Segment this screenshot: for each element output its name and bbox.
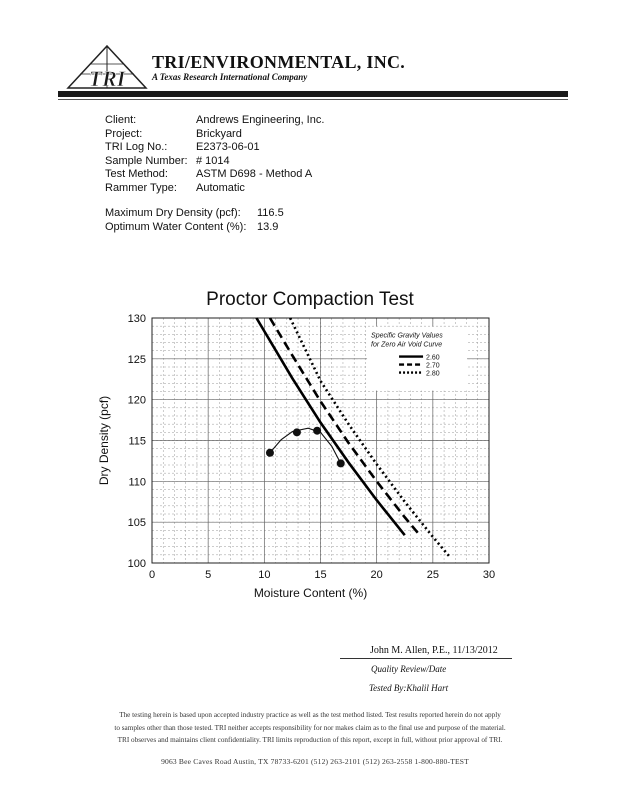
proctor-chart (90, 305, 510, 605)
result-row-mdd (105, 207, 284, 221)
client-value: Andrews Engineering, Inc. (196, 114, 325, 126)
disclaimer-line-1: The testing herein is based upon accepted industry practice as well as the test method listed. Test results reported herein do not apply (119, 711, 501, 719)
project-label: Project: (105, 127, 143, 140)
x-axis-label: Moisture Content (%) (253, 586, 368, 600)
legend-label-2-80: 2.80 (426, 370, 440, 378)
x-tick-label: 20 (370, 569, 383, 581)
legend-title-line-2: for Zero Air Void Curve (371, 341, 443, 349)
company-tagline: A Texas Research International Company (152, 72, 308, 82)
y-tick-label: 120 (127, 394, 146, 407)
header-rule (58, 91, 568, 97)
info-row-method (105, 168, 324, 182)
x-tick-label: 25 (426, 569, 439, 581)
disclaimer-line-3: TRI observes and maintains client confidentiality. TRI limits reproduction of this report, except in full, without prior approval of TRI. (117, 736, 503, 744)
quality-review-label: Quality Review/Date (371, 664, 447, 674)
owc-value: 13.9 (257, 220, 279, 233)
info-row-rammer (105, 182, 324, 196)
x-tick-label: 0 (148, 569, 156, 581)
compaction-point (313, 427, 321, 435)
info-row-log (105, 141, 324, 155)
rammer-label: Rammer Type: (105, 181, 177, 194)
info-row-client (105, 114, 324, 128)
client-label: Client: (105, 114, 137, 126)
compaction-point (293, 428, 301, 436)
x-tick-label: 5 (205, 569, 212, 581)
y-tick-label: 105 (127, 517, 146, 530)
y-tick-label: 100 (127, 558, 146, 570)
signature-name: John M. Allen, P.E., 11/13/2012 (370, 645, 498, 656)
sample-value: # 1014 (196, 154, 230, 167)
result-row-owc (105, 221, 284, 235)
method-label: Test Method: (105, 168, 168, 180)
legend-label-2-70: 2.70 (426, 362, 440, 370)
method-value: ASTM D698 - Method A (196, 168, 313, 180)
compaction-curve-layer (270, 428, 341, 463)
log-value: E2373-06-01 (196, 141, 260, 153)
info-row-project (105, 128, 324, 142)
mdd-label: Maximum Dry Density (pcf): (105, 207, 241, 219)
sample-info (105, 114, 324, 195)
y-tick-label: 110 (128, 476, 146, 489)
disclaimer-line-2: to samples other than those tested. TRI neither accepts responsibility for nor makes claim as to the final use and purpose of the material. (114, 723, 506, 732)
log-label: TRI Log No.: (105, 141, 168, 153)
compaction-curve (270, 428, 341, 463)
compaction-point (266, 449, 274, 457)
footer-address: 9063 Bee Caves Road Austin, TX 78733-6201 (512) 263-2101 (512) 263-2558 1-800-880-TEST (161, 757, 469, 766)
logo-text: TRI (88, 66, 126, 90)
y-tick-label: 130 (127, 313, 146, 325)
disclaimer (100, 709, 520, 747)
project-value: Brickyard (196, 127, 242, 140)
mdd-value: 116.5 (257, 207, 284, 219)
x-tick-label: 10 (258, 569, 271, 581)
info-row-sample (105, 155, 324, 169)
test-results (105, 207, 284, 234)
y-axis-label: Dry Density (pcf) (97, 395, 111, 486)
x-tick-label: 15 (314, 569, 327, 581)
legend-label-2-60: 2.60 (426, 354, 440, 362)
legend (367, 327, 467, 391)
header-rule-thin (58, 99, 568, 100)
compaction-point (337, 459, 345, 467)
chart-title: Proctor Compaction Test (206, 289, 414, 310)
compaction-points (266, 427, 345, 468)
tri-logo (62, 44, 152, 90)
x-tick-label: 30 (482, 569, 496, 581)
y-tick-label: 115 (128, 435, 146, 448)
signature-line (340, 658, 512, 659)
legend-title-line-1: Specific Gravity Values (371, 332, 443, 340)
rammer-value: Automatic (196, 181, 245, 194)
owc-label: Optimum Water Content (%): (105, 220, 247, 233)
sample-label: Sample Number: (105, 154, 188, 167)
company-name: TRI/ENVIRONMENTAL, INC. (152, 52, 406, 72)
tested-by: Tested By:Khalil Hart (369, 683, 449, 693)
y-tick-label: 125 (127, 353, 146, 366)
